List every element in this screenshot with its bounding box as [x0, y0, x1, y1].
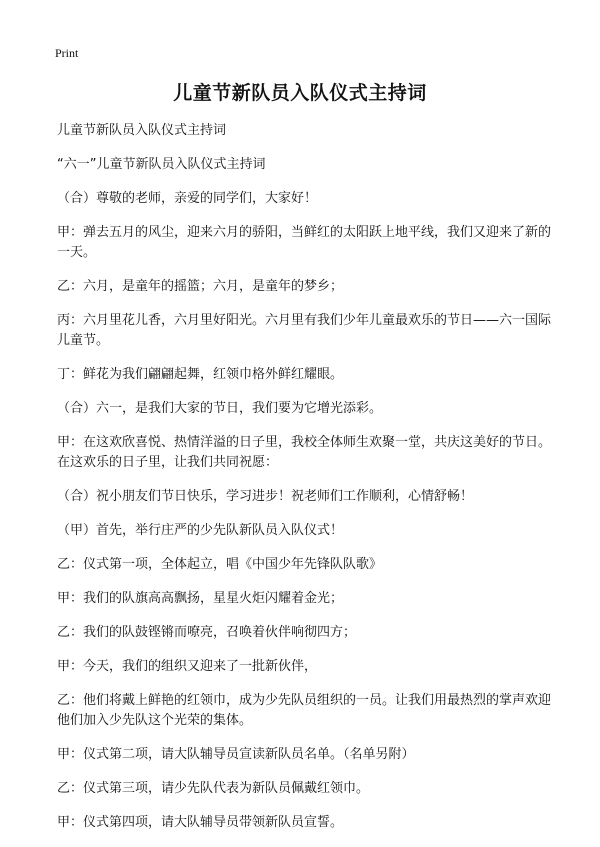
document-body [57, 121, 555, 847]
paragraph: 乙：他们将戴上鲜艳的红领巾，成为少先队员组织的一员。让我们用最热烈的掌声欢迎他们加入少先队这个光荣的集体。 [57, 693, 552, 728]
paragraph: （甲）首先，举行庄严的少先队新队员入队仪式！ [57, 523, 344, 538]
paragraph: （合）六一，是我们大家的节日，我们要为它增光添彩。 [57, 401, 383, 416]
paragraph: （合）祝小朋友们节日快乐，学习进步！祝老师们工作顺利，心情舒畅！ [57, 489, 474, 504]
paragraph: 乙：仪式第一项，全体起立，唱《中国少年先锋队队歌》 [57, 557, 383, 572]
paragraph: 甲：仪式第四项，请大队辅导员带领新队员宣誓。 [57, 815, 344, 830]
paragraph: 乙：六月，是童年的摇篮；六月，是童年的梦乡； [57, 279, 344, 294]
paragraph: 丙：六月里花儿香，六月里好阳光。六月里有我们少年儿童最欢乐的节日——六一国际儿童节。 [57, 313, 552, 348]
paragraph: 甲：仪式第二项，请大队辅导员宣读新队员名单。（名单另附） [57, 747, 415, 762]
paragraph: 丁：鲜花为我们翩翩起舞，红领巾格外鲜红耀眼。 [57, 367, 344, 382]
paragraph: （合）尊敬的老师，亲爱的同学们，大家好！ [57, 191, 318, 206]
paragraph: “六一”儿童节新队员入队仪式主持词 [57, 157, 266, 172]
document-title: 儿童节新队员入队仪式主持词 [173, 82, 427, 104]
paragraph: 甲：我们的队旗高高飘扬，星星火炬闪耀着金光； [57, 591, 344, 606]
paragraph: 甲：弹去五月的风尘，迎来六月的骄阳，当鲜红的太阳跃上地平线，我们又迎来了新的一天。 [57, 225, 552, 260]
paragraph: 乙：我们的队鼓铿锵而嘹亮，召唤着伙伴响彻四方； [57, 625, 357, 640]
paragraph: 甲：今天，我们的组织又迎来了一批新伙伴， [57, 659, 318, 674]
paragraph: 乙：仪式第三项，请少先队代表为新队员佩戴红领巾。 [57, 781, 370, 796]
print-link[interactable]: Print [55, 46, 79, 60]
paragraph: 甲：在这欢欣喜悦、热情洋溢的日子里，我校全体师生欢聚一堂，共庆这美好的节日。在这欢乐的日子里，让我们共同祝愿： [57, 435, 552, 470]
paragraph: 儿童节新队员入队仪式主持词 [57, 123, 227, 138]
